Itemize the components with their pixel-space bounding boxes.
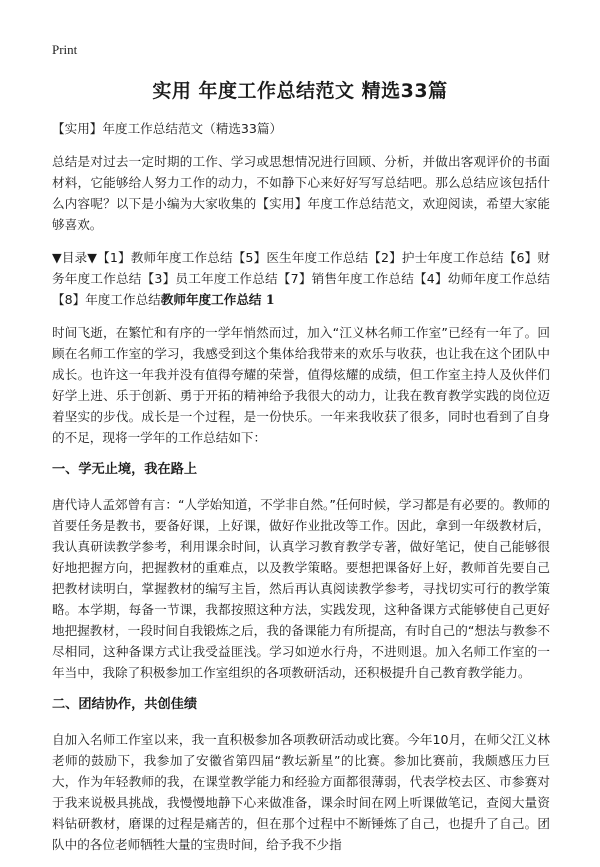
toc-item-preschool[interactable]: 【4】幼师年度工作总结 xyxy=(414,271,550,286)
table-of-contents xyxy=(52,247,550,310)
toc-item-finance[interactable]: 【6】财务年度工作总结 xyxy=(52,250,551,286)
current-section-title: 教师年度工作总结 1 xyxy=(160,292,275,307)
section-body-2: 自加入名师工作室以来，我一直积极参加各项教研活动或比赛。今年10月，在师父江义林老师的鼓励下，我参加了安徽省第四届“教坛新星”的比赛。参加比赛前，我颇感压力巨大，作为年轻教师的我，在课堂教学能力和经验方面都很薄弱，代表学校去区、市参赛对于我来说极具挑战，我慢慢地静下心来做准备，课余时间在网上听课做笔记，查阅大量资料钻研教材，磨课的过程是痛苦的，但在那个过程中不断锤炼了自己，也提升了自己。团队中的各位老师牺牲大量的宝贵时间，给予我不少指 xyxy=(52,732,550,852)
section-body-1: 唐代诗人孟郊曾有言：“人学始知道，不学非自然。”任何时候，学习都是有必要的。教师的首要任务是教书，要备好课，上好课，做好作业批改等工作。因此，拿到一年级教材后，我认真研读教学参考，利用课余时间，认真学习教育教学专著，做好笔记，使自己能够很好地把握方向，把握教材的重难点，以及教学策略。要想把课备好上好，教师首先要自己把教材读明白，掌握教材的编写主旨，然后再认真阅读教学参考，寻找切实可行的教学策略。本学期，每备一节课，我都按照这种方法，实践发现，这种备课方式能够使自己更好地把握教材，一段时间自我锻炼之后，我的备课能力有所提高，有时自己的“想法与教参不尽相同，这种备课方式让我受益匪浅。学习如逆水行舟，不进则退。加入名师工作室的一年当中，我除了积极参加工作室组织的各项教研活动，还积极提升自己教育教学能力。 xyxy=(52,497,550,680)
toc-prefix: ▼目录▼ xyxy=(52,250,98,265)
section-heading-2: 二、团结协作，共创佳绩 xyxy=(52,697,198,712)
toc-item-nurse[interactable]: 【2】护士年度工作总结 xyxy=(368,250,504,265)
opening-paragraph: 时间飞逝，在繁忙和有序的一学年悄然而过，加入“江义林名师工作室”已经有一年了。回顾在名师工作室的学习，我感受到这个集体给我带来的欢乐与收获，也让我在这个团队中成长。也许这一年我并没有值得夸耀的荣誉，值得炫耀的成绩，但工作室主持人及伙伴们好学上进、乐于创新、勇于开拓的精神给予我很大的动力，让我在教育教学实践的岗位迈着坚实的步伐。成长是一个过程，是一份快乐。一年来我收获了很多，同时也看到了自身的不足，现将一学年的工作总结如下： xyxy=(52,325,550,445)
document-body xyxy=(52,118,550,867)
section-heading-1: 一、学无止境，我在路上 xyxy=(52,462,198,477)
toc-item-doctor[interactable]: 【5】医生年度工作总结 xyxy=(232,250,369,265)
toc-item-employee[interactable]: 【3】员工年度工作总结 xyxy=(141,271,278,286)
print-link[interactable]: Print xyxy=(52,42,78,57)
toc-item-teacher[interactable]: 【1】教师年度工作总结 xyxy=(97,250,233,265)
toc-item-annual[interactable]: 【8】年度工作总结 xyxy=(52,292,161,307)
intro-paragraph: 总结是对过去一定时期的工作、学习或思想情况进行回顾、分析，并做出客观评价的书面材料，它能够给人努力工作的动力，不如静下心来好好写写总结吧。那么总结应该包括什么内容呢？以下是小编为大家收集的【实用】年度工作总结范文，欢迎阅读，希望大家能够喜欢。 xyxy=(52,154,550,232)
toc-item-sales[interactable]: 【7】销售年度工作总结 xyxy=(277,271,414,286)
document-subtitle: 【实用】年度工作总结范文（精选33篇） xyxy=(52,121,283,136)
document-title: 实用 年度工作总结范文 精选33篇 xyxy=(152,80,448,102)
